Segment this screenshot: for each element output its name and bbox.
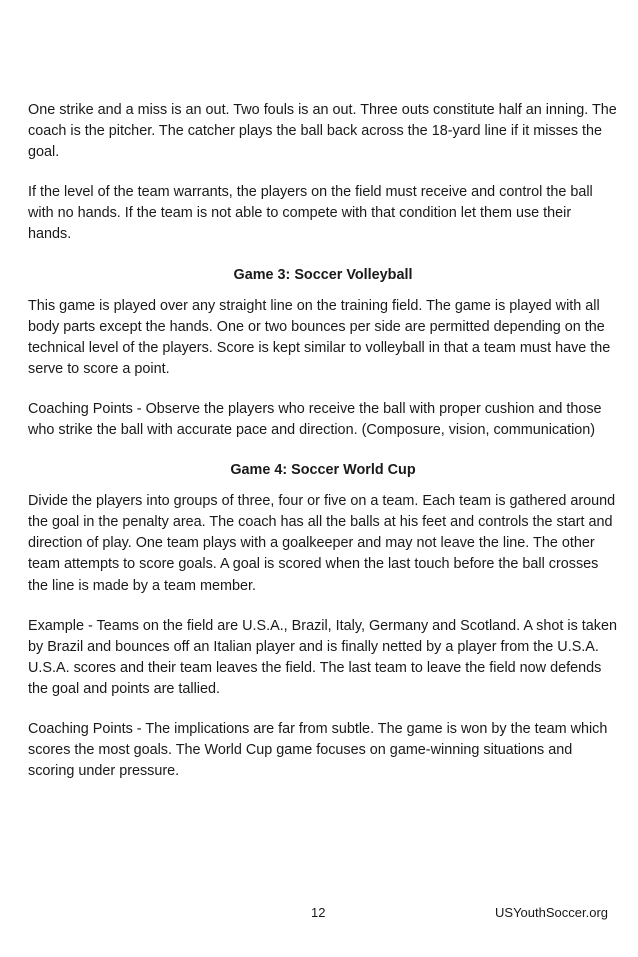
game3-heading: Game 3: Soccer Volleyball — [233, 266, 413, 283]
footer-site-link[interactable]: USYouthSoccer.org — [495, 905, 608, 920]
game3-description: This game is played over any straight line on the training field. The game is played with all body parts except the hands. One or two bounces per side are permitted depending on the technical level of the players. Score is kept similar to volleyball in that a team must have the serve to score a point. — [28, 297, 611, 377]
page-footer — [0, 903, 638, 923]
page-number: 12 — [311, 905, 326, 920]
game4-example: Example - Teams on the field are U.S.A., Brazil, Italy, Germany and Scotland. A shot is taken by Brazil and bounces off an Italian player and is finally netted by a player from the U.S.A. U.S.A. scores and their team leaves the field. The last team to leave the field now defends the goal and points are tallied. — [28, 617, 617, 697]
no-hands-paragraph: If the level of the team warrants, the players on the field must receive and control the ball with no hands. If the team is not able to compete with that condition let them use their hands. — [28, 184, 593, 243]
game3-coaching-points: Coaching Points - Observe the players who receive the ball with proper cushion and those who strike the ball with accurate pace and direction. (Composure, vision, communication) — [28, 400, 602, 439]
game4-heading: Game 4: Soccer World Cup — [230, 462, 416, 479]
game4-coaching-points: Coaching Points - The implications are far from subtle. The game is won by the team which scores the most goals. The World Cup game focuses on game-winning situations and scoring under pressure. — [28, 720, 608, 780]
game4-description: Divide the players into groups of three, four or five on a team. Each team is gathered around the goal in the penalty area. The coach has all the balls at his feet and controls the start and direction of play. One team plays with a goalkeeper and may not leave the line. The other team attempts to score goals. A goal is scored when the last touch before the ball crosses the line is made by a team member. — [28, 493, 616, 594]
strike-rules-paragraph: One strike and a miss is an out. Two fouls is an out. Three outs constitute half an inning. The coach is the pitcher. The catcher plays the ball back across the 18-yard line if it misses the goal. — [28, 102, 617, 161]
page-content — [28, 100, 618, 801]
